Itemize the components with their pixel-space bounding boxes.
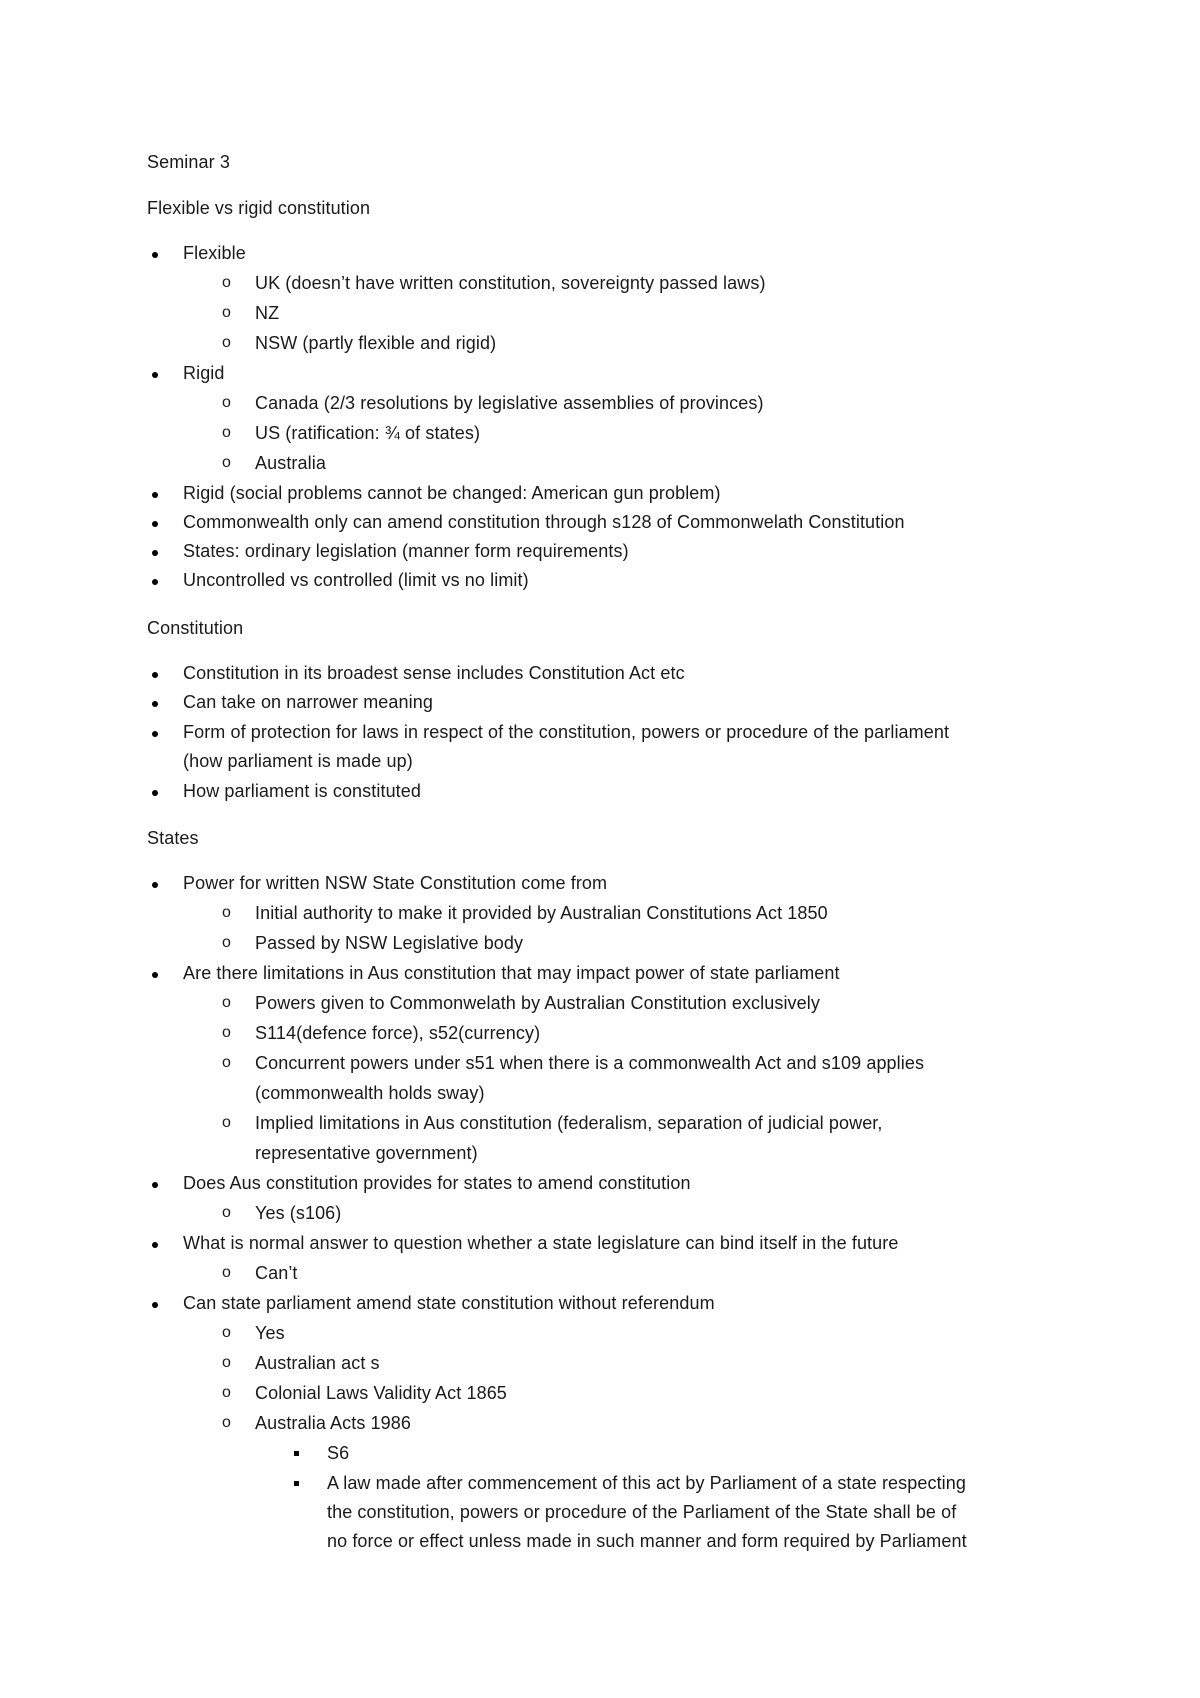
list-item-continuation: no force or effect unless made in such manner and form required by Parliament <box>327 1531 967 1551</box>
section-heading-constitution: Constitution <box>147 618 244 638</box>
list-item: Are there limitations in Aus constitution that may impact power of state parliament <box>183 963 840 983</box>
list-item: Australia <box>255 453 326 473</box>
list-item-continuation: representative government) <box>255 1143 478 1163</box>
bullet-icon <box>152 731 158 737</box>
list-item: NSW (partly flexible and rigid) <box>255 333 497 353</box>
list-item: Power for written NSW State Constitution come from <box>183 873 608 893</box>
bullet-icon <box>152 972 158 978</box>
bullet-icon <box>152 672 158 678</box>
circle-bullet-icon: o <box>222 334 231 351</box>
circle-bullet-icon: o <box>222 304 231 321</box>
bullet-icon <box>152 521 158 527</box>
bullet-icon <box>152 372 158 378</box>
list-item: UK (doesn’t have written constitution, sovereignty passed laws) <box>255 273 766 293</box>
list-item: Yes <box>255 1323 285 1343</box>
circle-bullet-icon: o <box>222 1024 231 1041</box>
circle-bullet-icon: o <box>222 904 231 921</box>
list-item: Does Aus constitution provides for states to amend constitution <box>183 1173 691 1193</box>
list-item: NZ <box>255 303 280 323</box>
bullet-icon <box>152 492 158 498</box>
circle-bullet-icon: o <box>222 394 231 411</box>
list-item: Can take on narrower meaning <box>183 692 433 712</box>
list-item-continuation: (how parliament is made up) <box>183 751 413 771</box>
list-item: Uncontrolled vs controlled (limit vs no limit) <box>183 570 529 590</box>
list-item: Flexible <box>183 243 246 263</box>
bullet-icon <box>152 579 158 585</box>
list-item: Constitution in its broadest sense includes Constitution Act etc <box>183 663 685 683</box>
bullet-icon <box>152 550 158 556</box>
circle-bullet-icon: o <box>222 1054 231 1071</box>
section-heading-flexible-rigid: Flexible vs rigid constitution <box>147 198 371 218</box>
bullet-icon <box>152 1242 158 1248</box>
list-item: Canada (2/3 resolutions by legislative assemblies of provinces) <box>255 393 764 413</box>
bullet-icon <box>152 701 158 707</box>
list-item: Passed by NSW Legislative body <box>255 933 524 953</box>
bullet-icon <box>152 790 158 796</box>
list-item: Rigid (social problems cannot be changed: American gun problem) <box>183 483 721 503</box>
list-item: Can state parliament amend state constitution without referendum <box>183 1293 715 1313</box>
list-item: Commonwealth only can amend constitution through s128 of Commonwelath Constitution <box>183 512 905 532</box>
list-item: US (ratification: ¾ of states) <box>255 423 481 443</box>
list-item: Australia Acts 1986 <box>255 1413 411 1433</box>
circle-bullet-icon: o <box>222 934 231 951</box>
circle-bullet-icon: o <box>222 994 231 1011</box>
list-item-continuation: the constitution, powers or procedure of the Parliament of the State shall be of <box>327 1502 957 1522</box>
circle-bullet-icon: o <box>222 424 231 441</box>
page-title: Seminar 3 <box>147 152 230 172</box>
list-item: Form of protection for laws in respect of the constitution, powers or procedure of the parliament <box>183 722 950 742</box>
bullet-icon <box>152 252 158 258</box>
circle-bullet-icon: o <box>222 274 231 291</box>
circle-bullet-icon: o <box>222 1414 231 1431</box>
circle-bullet-icon: o <box>222 1354 231 1371</box>
section-heading-states: States <box>147 828 199 848</box>
circle-bullet-icon: o <box>222 1204 231 1221</box>
square-bullet-icon <box>294 1481 299 1486</box>
bullet-icon <box>152 1182 158 1188</box>
list-item: Rigid <box>183 363 225 383</box>
list-item: Yes (s106) <box>255 1203 342 1223</box>
circle-bullet-icon: o <box>222 454 231 471</box>
circle-bullet-icon: o <box>222 1324 231 1341</box>
list-item: States: ordinary legislation (manner form requirements) <box>183 541 629 561</box>
list-item: Concurrent powers under s51 when there is a commonwealth Act and s109 applies <box>255 1053 925 1073</box>
list-item: Colonial Laws Validity Act 1865 <box>255 1383 507 1403</box>
circle-bullet-icon: o <box>222 1114 231 1131</box>
list-item: Implied limitations in Aus constitution (federalism, separation of judicial power, <box>255 1113 883 1133</box>
list-item: What is normal answer to question whether a state legislature can bind itself in the future <box>183 1233 899 1253</box>
list-item: Australian act s <box>255 1353 380 1373</box>
bullet-icon <box>152 1302 158 1308</box>
list-item: A law made after commencement of this act by Parliament of a state respecting <box>327 1473 967 1493</box>
list-item: Initial authority to make it provided by Australian Constitutions Act 1850 <box>255 903 828 923</box>
list-item: How parliament is constituted <box>183 781 422 801</box>
circle-bullet-icon: o <box>222 1384 231 1401</box>
list-item: S114(defence force), s52(currency) <box>255 1023 541 1043</box>
list-item-continuation: (commonwealth holds sway) <box>255 1083 485 1103</box>
list-item: S6 <box>327 1443 350 1463</box>
list-item: Powers given to Commonwelath by Australian Constitution exclusively <box>255 993 820 1013</box>
list-item: Can’t <box>255 1263 298 1283</box>
bullet-icon <box>152 882 158 888</box>
square-bullet-icon <box>294 1451 299 1456</box>
circle-bullet-icon: o <box>222 1264 231 1281</box>
